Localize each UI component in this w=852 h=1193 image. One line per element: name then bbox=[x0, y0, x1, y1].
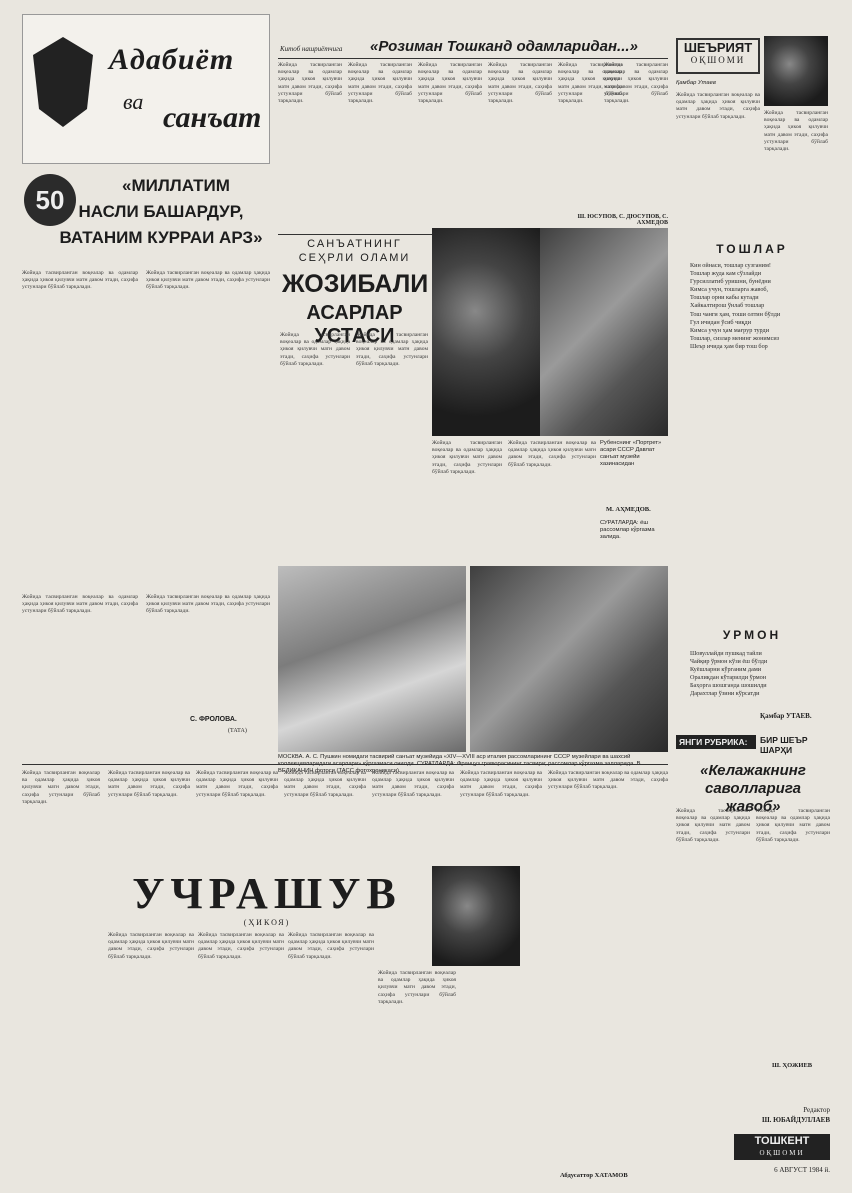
uchrashuv-headline: УЧРАШУВ bbox=[132, 869, 402, 918]
tashkent-column-6 bbox=[604, 62, 668, 212]
lower-column-6 bbox=[460, 770, 542, 1170]
sanat-signature: М. АҲМЕДОВ. bbox=[606, 506, 651, 513]
millat-column-3 bbox=[22, 594, 138, 760]
badge-50: 50 bbox=[24, 174, 76, 226]
poet-caption: Қамбар Утаев bbox=[676, 80, 716, 86]
tashkent-column-2 bbox=[348, 62, 412, 232]
sanat-surat-note: СУРАТЛАРДА: ёш рассомлар кўргазма залида. bbox=[600, 520, 655, 540]
rubric-column-2 bbox=[756, 808, 830, 1068]
millat-header bbox=[22, 170, 270, 266]
shuriyat-title: ШЕЪРИЯТ bbox=[683, 40, 753, 55]
shuriyat-intro bbox=[676, 92, 760, 172]
logo-sub: ОҚШОМИ bbox=[759, 1149, 805, 1157]
millat-source: (ТАТА) bbox=[228, 728, 247, 734]
millat-column-2 bbox=[146, 270, 270, 590]
shuriyat-intro-2 bbox=[764, 110, 828, 235]
rubric-signature: Ш. ҲОЖИЕВ bbox=[772, 1062, 813, 1069]
millat-signature: С. ФРОЛОВА. bbox=[190, 716, 237, 723]
rubric-column-1 bbox=[676, 808, 750, 1068]
museum-photo-1 bbox=[278, 566, 466, 752]
painting-photo-2 bbox=[540, 228, 668, 436]
uchrashuv-sub: (ҲИКОЯ) bbox=[243, 918, 291, 927]
sanat-kicker-1: САНЪАТНИНГ bbox=[307, 238, 402, 250]
author-photo bbox=[432, 866, 520, 966]
story-column-3 bbox=[288, 932, 374, 1170]
rubric-text: БИР ШЕЪР ШАРҲИ bbox=[760, 735, 808, 755]
millat-column-1 bbox=[22, 270, 138, 590]
logo-line1: Адабиёт bbox=[109, 43, 235, 76]
lower-column-1 bbox=[22, 770, 100, 1170]
museum-caption: МОСКВА. А. С. Пушкин номидаги тасвирий санъат музейида «XIV—XVIII аср италия рассомларининг СССР музейлари ва шахсий ВЕЛИКАНИН фотоси (ТАСС фотохроникаси). bbox=[278, 754, 631, 774]
tashkent-headline: «Розиман Тошканд одамларидан...» bbox=[370, 38, 638, 55]
tashkent-column-1 bbox=[278, 62, 342, 232]
series-label: Китоб нашриётчига bbox=[280, 45, 343, 53]
lower-column-5 bbox=[372, 770, 454, 862]
lower-column-7 bbox=[548, 770, 668, 1170]
sanat-headline-1: ЖОЗИБАЛИ bbox=[282, 270, 429, 298]
section-logo bbox=[22, 14, 270, 164]
sanat-column-1 bbox=[280, 332, 350, 562]
tashkent-signature: Ш. ЮСУПОВ, С. ДЮСУПОВ, С. АХМЕДОВ bbox=[577, 214, 668, 226]
sanat-photo-caption: Рубенснинг «Портрет» асари СССР Давлат санъат музейи хазинасидан bbox=[600, 440, 662, 467]
footer-logo bbox=[734, 1134, 830, 1160]
rubric-headline: «Келажакнинг саволларига жавоб» bbox=[700, 762, 806, 815]
painting-photo-1 bbox=[432, 228, 540, 436]
sanat-headline-2: АСАРЛАР УСТАСИ bbox=[306, 302, 403, 347]
sanat-kicker-2: СЕҲРЛИ ОЛАМИ bbox=[298, 252, 411, 264]
logo-line3: санъат bbox=[163, 101, 262, 134]
millat-headline-3: ВАТАНИМ КУРРАИ АРЗ» bbox=[59, 228, 263, 247]
millat-column-4 bbox=[146, 594, 270, 712]
shuriyat-sub: ОҚШОМИ bbox=[690, 55, 746, 65]
poem1-text: Кин ойнаси, тошлар сузганим! Тошлар жуда кам сўзлайди Гурсиллатиб уришни, бунёдни Кимса учун, тошларга жавоб, Тошлар орни кабы кутади Хайкалтирош ўнлаб тошлар Тош чанги ҳам, тоши олтин бўлди Гул ичидан ўсиб чиқди Кимса учун ҳам мағрур турди Тошлар, сизлар менинг жонимсиз Шеър ичида ҳам бир тош бор bbox=[690, 262, 781, 350]
sanat-column-4 bbox=[508, 440, 596, 520]
poet-photo bbox=[764, 36, 828, 106]
poem2-text: Шовуллайди пушкад тайли Чайқир ўрмон кўзи ёш бўлди Куёшларни кўрганим дами Оралиқдан кўтарилди ўрмон Баҳорга шошганда шошилди Дарахтлар ўзини кўрсатди bbox=[690, 650, 768, 698]
poem1-title: ТОШЛАР bbox=[716, 242, 788, 256]
story-column-2 bbox=[198, 932, 284, 1170]
logo-line2: ва bbox=[123, 89, 144, 114]
lower-column-2 bbox=[108, 770, 190, 862]
editor-label: Редактор bbox=[803, 1106, 830, 1114]
sanat-column-3 bbox=[432, 440, 502, 558]
millat-headline-1: «МИЛЛАТИМ bbox=[122, 176, 230, 195]
editor-name: Ш. ЮБАЙДУЛЛАЕВ bbox=[761, 1116, 830, 1124]
poem2-title: УРМОН bbox=[722, 628, 782, 642]
lower-column-4 bbox=[284, 770, 366, 862]
story-column-4 bbox=[378, 970, 456, 1170]
tashkent-column-3 bbox=[418, 62, 482, 232]
rubric-tag: ЯНГИ РУБРИКА: bbox=[676, 735, 756, 749]
story-signature: Абдусаттор ХАТАМОВ bbox=[560, 1172, 628, 1179]
shuriyat-header bbox=[676, 38, 760, 74]
lower-column-3 bbox=[196, 770, 278, 862]
tashkent-column-4 bbox=[488, 62, 552, 232]
shield-emblem-icon bbox=[33, 37, 93, 127]
issue-date: 6 АВГУСТ 1984 й. bbox=[774, 1166, 830, 1174]
sanat-column-2 bbox=[356, 332, 428, 562]
story-column-1 bbox=[108, 932, 194, 1170]
logo-title: ТОШКЕНТ bbox=[754, 1135, 810, 1147]
millat-headline-2: НАСЛИ БАШАРДУР, bbox=[78, 202, 244, 221]
shuriyat-signature: Қамбар УТАЕВ. bbox=[760, 712, 812, 720]
museum-photo-2 bbox=[470, 566, 668, 752]
